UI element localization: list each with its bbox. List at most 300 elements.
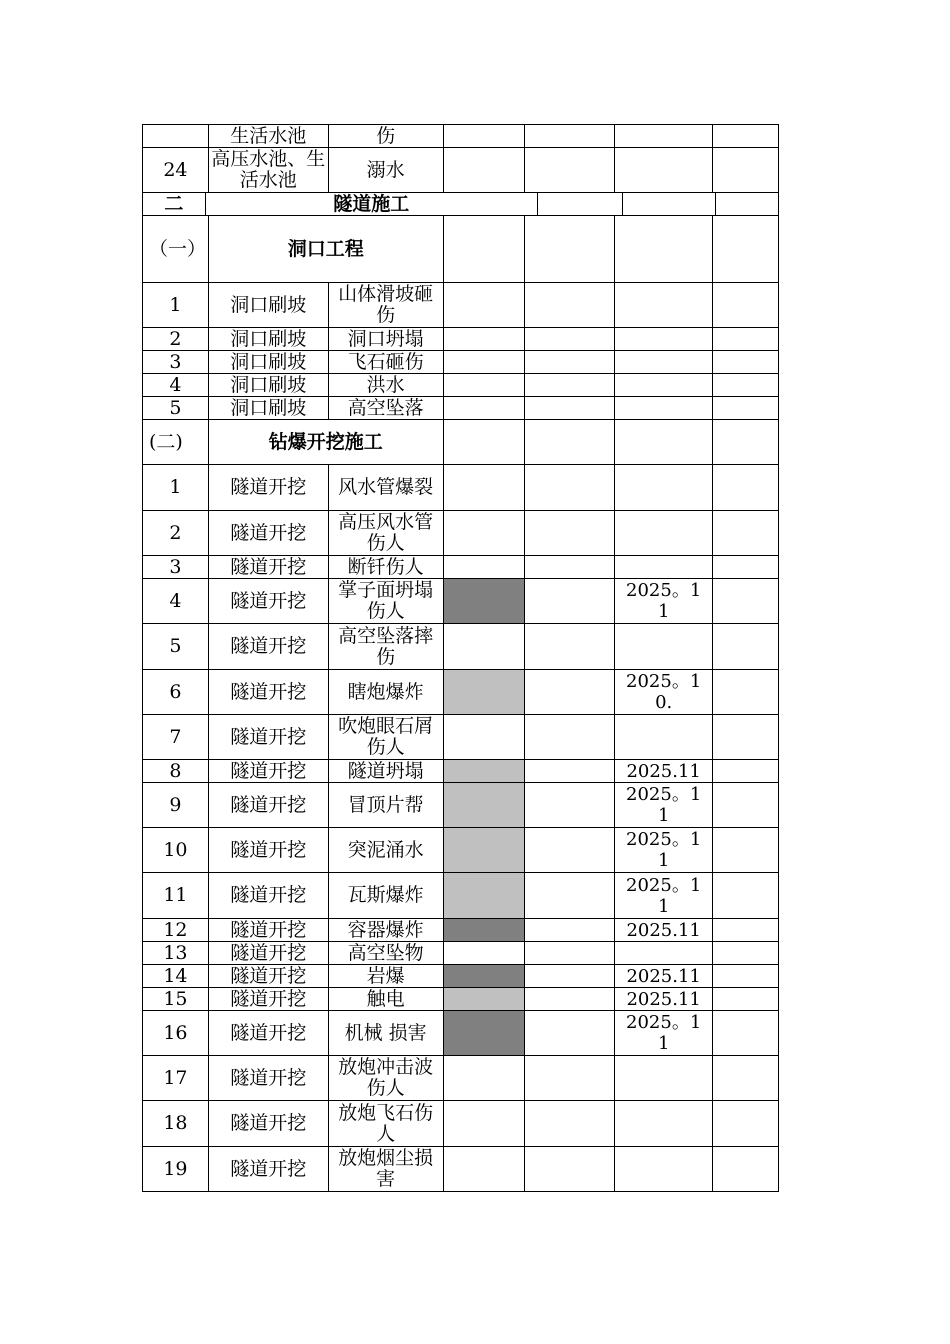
risk-level-cell: [444, 124, 526, 148]
risk-level-cell: [444, 988, 526, 1011]
work-item-cell-text: 隧道开挖: [230, 965, 307, 987]
row-number-cell: [143, 1147, 209, 1192]
work-item-cell-text: 生活水池: [230, 124, 307, 147]
blank-cell: [525, 873, 615, 919]
remark-cell: [713, 1056, 779, 1101]
hazard-cell: [329, 988, 444, 1011]
blank-cell: [525, 579, 615, 624]
table-row: [142, 988, 779, 1011]
hazard-cell: [329, 465, 444, 511]
work-item-cell-text: 隧道开挖: [230, 988, 307, 1010]
remark-cell: [713, 873, 779, 919]
row-number-cell: [143, 148, 209, 193]
work-item-cell: [209, 873, 329, 919]
blank-cell: [525, 397, 615, 420]
work-item-cell: [209, 328, 329, 351]
risk-level-cell: [444, 1056, 526, 1101]
work-item-cell: [209, 1101, 329, 1147]
row-number-cell: [143, 1011, 209, 1056]
hazard-cell: [329, 760, 444, 783]
work-item-cell: [209, 374, 329, 397]
hazard-cell-text: 放炮飞石伤人: [338, 1101, 434, 1145]
blank-cell: [525, 828, 615, 873]
blank-cell: [716, 193, 779, 216]
subsection-row: [142, 420, 779, 465]
hazard-cell-text: 放炮烟尘损害: [338, 1147, 434, 1190]
table-row: [142, 942, 779, 965]
hazard-cell: [329, 511, 444, 556]
subsection-number-cell-text: （一）: [149, 237, 207, 260]
hazard-cell: [329, 965, 444, 988]
hazard-cell-text: 伤: [376, 124, 396, 147]
date-cell: [615, 283, 713, 328]
row-number-cell-text: 5: [169, 635, 182, 657]
work-item-cell-text: 洞口刷坡: [230, 328, 307, 350]
work-item-cell-text: 隧道开挖: [230, 884, 307, 906]
row-number-cell: [143, 919, 209, 942]
date-cell: [615, 715, 713, 760]
row-number-cell-text: 14: [163, 965, 188, 987]
hazard-cell: [329, 919, 444, 942]
subsection-number-cell-text: (二): [149, 430, 183, 453]
date-cell: [615, 942, 713, 965]
remark-cell: [713, 919, 779, 942]
table-row: [142, 965, 779, 988]
row-number-cell-text: 11: [163, 884, 188, 906]
row-number-cell: [143, 328, 209, 351]
table-row: [142, 374, 779, 397]
row-number-cell-text: 2: [169, 328, 182, 350]
work-item-cell: [209, 942, 329, 965]
hazard-cell: [329, 397, 444, 420]
hazard-cell-text: 山体滑坡砸伤: [338, 283, 434, 326]
hazard-cell-text: 隧道坍塌: [347, 760, 424, 782]
date-cell: [615, 374, 713, 397]
work-item-cell-text: 隧道开挖: [230, 476, 307, 498]
risk-level-cell: [444, 465, 526, 511]
row-number-cell: [143, 124, 209, 148]
risk-level-cell: [444, 397, 526, 420]
date-cell: [615, 965, 713, 988]
section-title-cell: [206, 193, 538, 216]
row-number-cell-text: 17: [163, 1066, 188, 1089]
row-number-cell: [143, 465, 209, 511]
table-row: [142, 148, 779, 193]
remark-cell: [713, 624, 779, 670]
blank-cell: [525, 1101, 615, 1147]
hazard-cell-text: 冒顶片帮: [347, 793, 424, 816]
risk-level-cell: [444, 283, 526, 328]
row-number-cell-text: 13: [163, 942, 188, 964]
work-item-cell: [209, 828, 329, 873]
work-item-cell: [209, 988, 329, 1011]
subsection-row: [142, 216, 779, 283]
hazard-cell-text: 高空坠落: [347, 397, 424, 419]
hazard-cell: [329, 783, 444, 828]
work-item-cell-text: 洞口刷坡: [230, 397, 307, 419]
blank-cell: [525, 965, 615, 988]
table-row: [142, 760, 779, 783]
table-row: [142, 1147, 779, 1192]
date-cell-text: 2025.11: [626, 760, 701, 782]
date-cell-text: 2025。11: [626, 874, 702, 917]
work-item-cell-text: 洞口刷坡: [230, 374, 307, 396]
work-item-cell-text: 隧道开挖: [230, 1066, 307, 1089]
section-number-cell-text: 二: [164, 193, 184, 215]
remark-cell: [713, 556, 779, 579]
subsection-number-cell: [143, 420, 209, 465]
risk-level-cell: [444, 351, 526, 374]
table-row: [142, 919, 779, 942]
date-cell: [615, 511, 713, 556]
risk-level-cell: [444, 556, 526, 579]
row-number-cell-text: 9: [169, 793, 182, 816]
work-item-cell: [209, 511, 329, 556]
hazard-cell: [329, 579, 444, 624]
work-item-cell: [209, 148, 329, 193]
work-item-cell-text: 高压水池、生活水池: [211, 148, 326, 191]
subsection-title-cell-text: 洞口工程: [287, 237, 364, 260]
hazard-cell: [329, 873, 444, 919]
hazard-cell: [329, 1101, 444, 1147]
hazard-cell-text: 突泥涌水: [347, 838, 424, 861]
remark-cell: [713, 1147, 779, 1192]
risk-level-cell: [444, 148, 526, 193]
date-cell: [615, 873, 713, 919]
remark-cell: [713, 783, 779, 828]
row-number-cell-text: 8: [169, 760, 182, 782]
date-cell-text: 2025.11: [626, 965, 701, 987]
row-number-cell: [143, 783, 209, 828]
blank-cell: [525, 715, 615, 760]
row-number-cell-text: 6: [169, 680, 182, 703]
blank-cell: [525, 148, 615, 193]
row-number-cell-text: 24: [163, 158, 188, 181]
risk-level-cell: [444, 965, 526, 988]
hazard-cell: [329, 328, 444, 351]
blank-cell: [713, 216, 779, 283]
date-cell: [615, 124, 713, 148]
work-item-cell-text: 隧道开挖: [230, 635, 307, 657]
subsection-title-cell-text: 钻爆开挖施工: [268, 430, 383, 453]
table-row: [142, 124, 779, 148]
row-number-cell-text: 2: [169, 521, 182, 544]
blank-cell: [525, 942, 615, 965]
remark-cell: [713, 148, 779, 193]
work-item-cell-text: 隧道开挖: [230, 760, 307, 782]
hazard-cell-text: 洞口坍塌: [347, 328, 424, 350]
date-cell-text: 2025。11: [626, 829, 702, 871]
row-number-cell-text: 4: [169, 374, 182, 396]
hazard-cell: [329, 1147, 444, 1192]
remark-cell: [713, 828, 779, 873]
risk-level-cell: [444, 760, 526, 783]
date-cell: [615, 624, 713, 670]
risk-level-cell: [444, 579, 526, 624]
row-number-cell-text: 1: [169, 293, 182, 316]
risk-level-cell: [444, 670, 526, 715]
work-item-cell: [209, 715, 329, 760]
table-row: [142, 556, 779, 579]
blank-cell: [525, 465, 615, 511]
work-item-cell-text: 隧道开挖: [230, 589, 307, 612]
table-row: [142, 1056, 779, 1101]
hazard-cell-text: 风水管爆裂: [338, 476, 434, 498]
row-number-cell: [143, 1101, 209, 1147]
date-cell: [615, 397, 713, 420]
remark-cell: [713, 760, 779, 783]
table-row: [142, 579, 779, 624]
date-cell: [615, 670, 713, 715]
blank-cell: [525, 670, 615, 715]
risk-level-cell: [444, 1147, 526, 1192]
work-item-cell: [209, 1147, 329, 1192]
remark-cell: [713, 988, 779, 1011]
table-row: [142, 465, 779, 511]
row-number-cell-text: 7: [169, 725, 182, 748]
work-item-cell-text: 隧道开挖: [230, 725, 307, 748]
row-number-cell: [143, 828, 209, 873]
work-item-cell: [209, 670, 329, 715]
row-number-cell: [143, 873, 209, 919]
blank-cell: [525, 216, 615, 283]
remark-cell: [713, 465, 779, 511]
date-cell-text: 2025。11: [626, 784, 702, 826]
risk-table: [142, 124, 779, 1192]
work-item-cell: [209, 397, 329, 420]
blank-cell: [525, 283, 615, 328]
blank-cell: [525, 624, 615, 670]
hazard-cell-text: 触电: [366, 988, 405, 1010]
blank-cell: [525, 988, 615, 1011]
row-number-cell: [143, 715, 209, 760]
hazard-cell: [329, 148, 444, 193]
blank-cell: [538, 193, 623, 216]
work-item-cell-text: 隧道开挖: [230, 1157, 307, 1180]
subsection-number-cell: [143, 216, 209, 283]
row-number-cell: [143, 760, 209, 783]
work-item-cell: [209, 351, 329, 374]
table-row: [142, 624, 779, 670]
date-cell: [615, 988, 713, 1011]
hazard-cell: [329, 715, 444, 760]
work-item-cell-text: 隧道开挖: [230, 1021, 307, 1044]
remark-cell: [713, 1101, 779, 1147]
hazard-cell: [329, 670, 444, 715]
blank-cell: [525, 783, 615, 828]
remark-cell: [713, 1011, 779, 1056]
hazard-cell: [329, 1056, 444, 1101]
row-number-cell-text: 16: [163, 1021, 188, 1044]
work-item-cell: [209, 965, 329, 988]
hazard-cell-text: 高压风水管伤人: [338, 511, 434, 554]
hazard-cell-text: 岩爆: [366, 965, 405, 987]
hazard-cell-text: 高空坠物: [347, 942, 424, 964]
remark-cell: [713, 351, 779, 374]
blank-cell: [444, 420, 526, 465]
blank-cell: [623, 193, 716, 216]
row-number-cell-text: 3: [169, 351, 182, 373]
subsection-title-cell: [209, 216, 444, 283]
row-number-cell: [143, 579, 209, 624]
hazard-cell-text: 飞石砸伤: [347, 351, 424, 373]
table-row: [142, 1011, 779, 1056]
work-item-cell-text: 洞口刷坡: [230, 351, 307, 373]
hazard-cell: [329, 351, 444, 374]
section-row: [142, 193, 779, 216]
risk-level-cell: [444, 511, 526, 556]
date-cell: [615, 1056, 713, 1101]
risk-level-cell: [444, 374, 526, 397]
blank-cell: [525, 511, 615, 556]
row-number-cell: [143, 283, 209, 328]
row-number-cell: [143, 397, 209, 420]
row-number-cell: [143, 942, 209, 965]
table-row: [142, 873, 779, 919]
work-item-cell: [209, 1056, 329, 1101]
blank-cell: [615, 216, 713, 283]
hazard-cell: [329, 828, 444, 873]
blank-cell: [525, 1056, 615, 1101]
blank-cell: [525, 556, 615, 579]
date-cell-text: 2025。11: [626, 1012, 702, 1054]
row-number-cell: [143, 1056, 209, 1101]
date-cell-text: 2025.11: [626, 988, 701, 1010]
work-item-cell-text: 隧道开挖: [230, 793, 307, 816]
hazard-cell: [329, 624, 444, 670]
risk-level-cell: [444, 783, 526, 828]
blank-cell: [525, 420, 615, 465]
hazard-cell: [329, 556, 444, 579]
date-cell: [615, 465, 713, 511]
remark-cell: [713, 965, 779, 988]
remark-cell: [713, 328, 779, 351]
row-number-cell-text: 15: [163, 988, 188, 1010]
date-cell: [615, 919, 713, 942]
hazard-cell-text: 容器爆炸: [347, 919, 424, 941]
row-number-cell-text: 19: [163, 1157, 188, 1180]
blank-cell: [525, 374, 615, 397]
blank-cell: [615, 420, 713, 465]
table-row: [142, 397, 779, 420]
risk-level-cell: [444, 715, 526, 760]
hazard-cell: [329, 124, 444, 148]
date-cell: [615, 1101, 713, 1147]
risk-level-cell: [444, 328, 526, 351]
date-cell-text: 2025。11: [626, 580, 702, 622]
row-number-cell-text: 18: [163, 1112, 188, 1134]
date-cell: [615, 828, 713, 873]
hazard-cell-text: 放炮冲击波伤人: [338, 1056, 434, 1099]
row-number-cell-text: 3: [169, 556, 182, 578]
hazard-cell: [329, 1011, 444, 1056]
remark-cell: [713, 124, 779, 148]
hazard-cell-text: 洪水: [366, 374, 405, 396]
hazard-cell-text: 机械 损害: [344, 1021, 427, 1044]
hazard-cell-text: 瓦斯爆炸: [347, 884, 424, 906]
blank-cell: [525, 351, 615, 374]
table-row: [142, 670, 779, 715]
row-number-cell: [143, 988, 209, 1011]
work-item-cell-text: 隧道开挖: [230, 838, 307, 861]
blank-cell: [525, 328, 615, 351]
work-item-cell-text: 隧道开挖: [230, 521, 307, 544]
table-row: [142, 283, 779, 328]
date-cell: [615, 760, 713, 783]
hazard-cell-text: 吹炮眼石屑伤人: [338, 715, 434, 758]
remark-cell: [713, 374, 779, 397]
work-item-cell: [209, 919, 329, 942]
hazard-cell: [329, 942, 444, 965]
row-number-cell: [143, 511, 209, 556]
date-cell: [615, 328, 713, 351]
row-number-cell: [143, 556, 209, 579]
section-title-cell-text: 隧道施工: [333, 193, 410, 215]
row-number-cell: [143, 351, 209, 374]
row-number-cell: [143, 374, 209, 397]
work-item-cell-text: 隧道开挖: [230, 1112, 307, 1134]
remark-cell: [713, 511, 779, 556]
work-item-cell-text: 隧道开挖: [230, 919, 307, 941]
subsection-title-cell: [209, 420, 444, 465]
hazard-cell-text: 瞎炮爆炸: [347, 680, 424, 703]
blank-cell: [525, 124, 615, 148]
date-cell: [615, 1011, 713, 1056]
hazard-cell-text: 高空坠落摔伤: [338, 624, 434, 668]
hazard-cell: [329, 283, 444, 328]
work-item-cell: [209, 283, 329, 328]
work-item-cell: [209, 124, 329, 148]
risk-level-cell: [444, 873, 526, 919]
hazard-cell-text: 掌子面坍塌伤人: [338, 579, 434, 622]
risk-level-cell: [444, 942, 526, 965]
table-row: [142, 828, 779, 873]
hazard-cell-text: 溺水: [366, 158, 405, 181]
work-item-cell-text: 隧道开挖: [230, 680, 307, 703]
row-number-cell: [143, 624, 209, 670]
work-item-cell: [209, 624, 329, 670]
remark-cell: [713, 397, 779, 420]
table-row: [142, 511, 779, 556]
work-item-cell: [209, 1011, 329, 1056]
row-number-cell-text: 12: [163, 919, 188, 941]
remark-cell: [713, 579, 779, 624]
risk-level-cell: [444, 1011, 526, 1056]
work-item-cell: [209, 579, 329, 624]
work-item-cell: [209, 783, 329, 828]
row-number-cell-text: 10: [163, 838, 188, 861]
date-cell-text: 2025。10.: [626, 671, 702, 713]
date-cell: [615, 579, 713, 624]
blank-cell: [713, 420, 779, 465]
risk-level-cell: [444, 1101, 526, 1147]
work-item-cell-text: 隧道开挖: [230, 942, 307, 964]
remark-cell: [713, 942, 779, 965]
date-cell: [615, 1147, 713, 1192]
date-cell: [615, 556, 713, 579]
blank-cell: [444, 216, 526, 283]
date-cell: [615, 351, 713, 374]
work-item-cell-text: 洞口刷坡: [230, 293, 307, 316]
row-number-cell-text: 4: [169, 589, 182, 612]
date-cell-text: 2025.11: [626, 919, 701, 941]
row-number-cell-text: 1: [169, 476, 182, 498]
table-row: [142, 1101, 779, 1147]
row-number-cell-text: 5: [169, 397, 182, 419]
risk-level-cell: [444, 919, 526, 942]
work-item-cell: [209, 760, 329, 783]
remark-cell: [713, 670, 779, 715]
